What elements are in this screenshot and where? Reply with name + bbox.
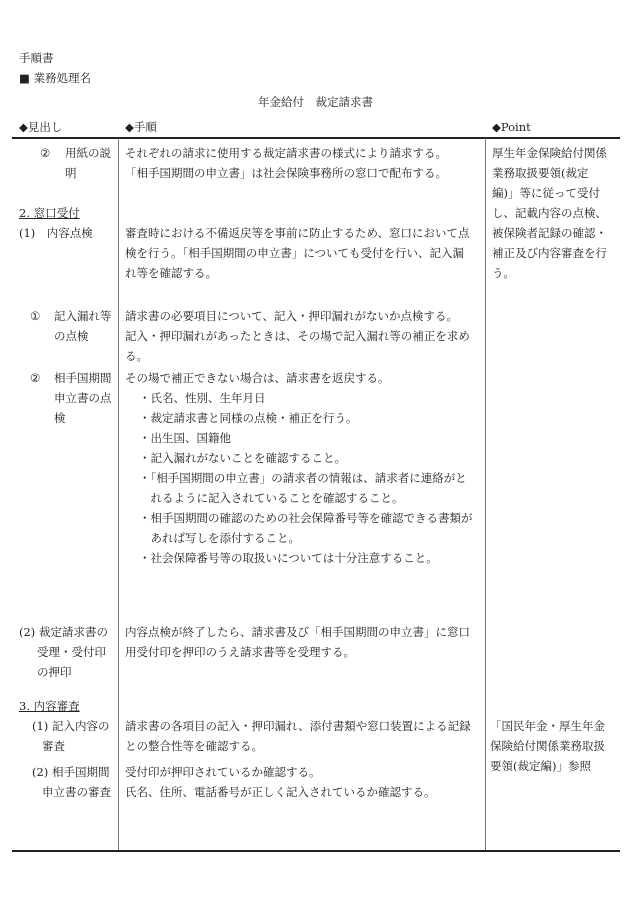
column-divider (485, 138, 486, 850)
row-heading: 用紙の説 明 (65, 146, 111, 180)
business-name-label: ■ 業務処理名 (19, 71, 92, 85)
row-point: 「国民年金・厚生年金 保険給付関係業務取扱 要領(裁定編)」参照 (490, 719, 605, 773)
row-heading: 記入漏れ等 の点検 (54, 309, 112, 343)
section-heading: 3. 内容審査 (19, 699, 80, 713)
item-number: ② (40, 146, 51, 160)
row-heading: (1) 内容点検 (19, 226, 93, 240)
row-procedure: 内容点検が終了したら、請求書及び「相手国期間の申立書」に窓口 用受付印を押印のうえ請求書等を受理する。 (125, 625, 470, 659)
header-rule (12, 137, 620, 139)
row-procedure: 受付印が押印されているか確認する。 氏名、住所、電話番号が正しく記入されているか確認する。 (125, 765, 436, 799)
item-number: ② (30, 371, 41, 385)
doc-label: 手順書 (19, 51, 54, 65)
row-procedure: 請求書の各項目の記入・押印漏れ、添付書類や窓口装置による記録 との整合性等を確認する。 (125, 719, 471, 753)
section-heading: 2. 窓口受付 (19, 206, 80, 220)
header-procedure: ◆手順 (125, 120, 157, 134)
row-heading: (2) 裁定請求書の 受理・受付印 の押印 (19, 625, 108, 679)
row-heading: 相手国期間 申立書の点 検 (54, 371, 112, 425)
row-procedure: 審査時における不備返戻等を事前に防止するため、窓口において点 検を行う。「相手国期間の申立書」についても受付を行い、記入漏 れ等を確認する。 (125, 226, 470, 280)
row-heading: (2) 相手国期間 申立書の審査 (32, 765, 111, 799)
row-procedure: その場で補正できない場合は、請求書を返戻する。 ・氏名、性別、生年月日 ・裁定請求書と同様の点検・補正を行う。 ・出生国、国籍他 ・記入漏れがないことを確認すること。 ・「相手国期間の申立書」の請求者の情報は、請求者に連絡がと れるように記入されていることを確認すること。 ・相手国期間の確認のための社会保障番号等を確認できる書類が あれば写しを添付すること。 ・社会保障番号等の取扱いについては十分注意すること。 (125, 371, 473, 565)
header-heading: ◆見出し (19, 120, 63, 134)
row-point: 厚生年金保険給付関係 業務取扱要領(裁定 編)」等に従って受付 し、記載内容の点検、 被保険者記録の確認・ 補正及び内容審査を行 う。 (492, 146, 607, 280)
column-divider (118, 138, 119, 850)
row-procedure: 請求書の必要項目について、記入・押印漏れがないか点検する。 記入・押印漏れがあったときは、その場で記入漏れ等の補正を求め る。 (125, 309, 470, 363)
bottom-rule (12, 850, 620, 852)
header-point: ◆Point (492, 120, 531, 134)
document-title: 年金給付 裁定請求書 (258, 95, 373, 109)
item-number: ① (30, 309, 41, 323)
row-procedure: それぞれの請求に使用する裁定請求書の様式により請求する。 「相手国期間の申立書」は社会保険事務所の窓口で配布する。 (125, 146, 447, 180)
row-heading: (1) 記入内容の 審査 (32, 719, 110, 753)
